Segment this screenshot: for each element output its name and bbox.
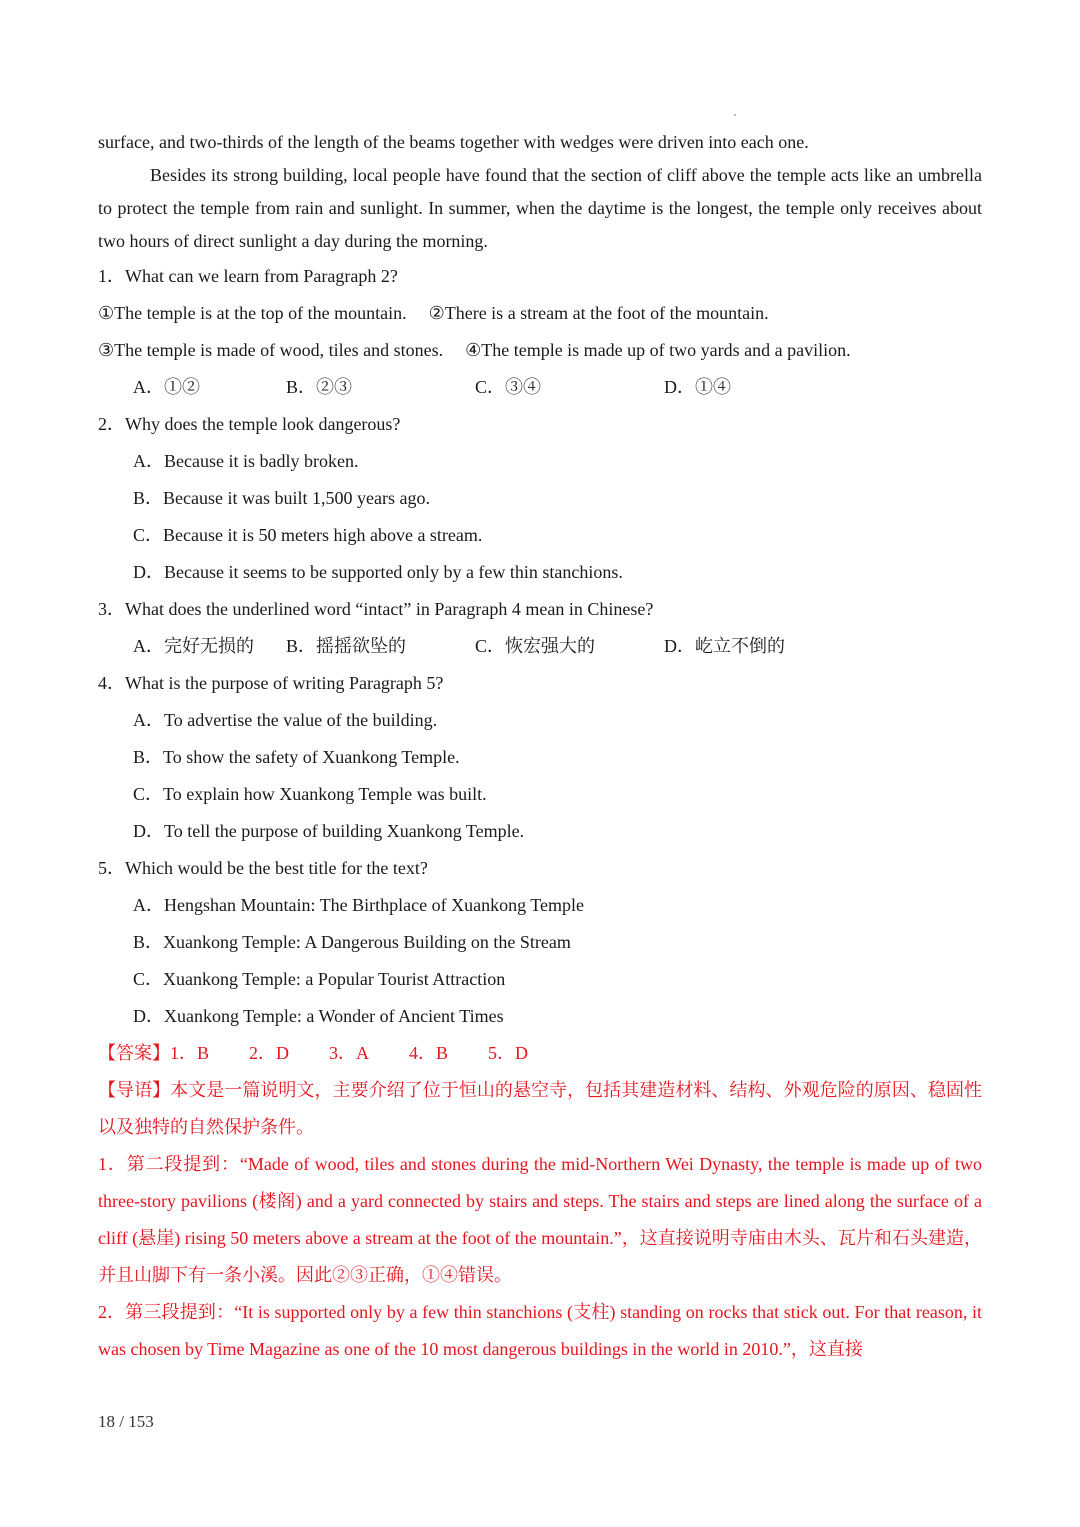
q4-option-d: D．To tell the purpose of building Xuankong Temple. <box>133 821 525 841</box>
answer-4: 4．B <box>409 1043 449 1063</box>
question-1-statements-row-1 <box>98 295 982 332</box>
answer-3: 3．A <box>329 1043 370 1063</box>
passage-continued-line: surface, and two-thirds of the length of the beams together with wedges were driven into each one. <box>98 132 809 152</box>
question-3-options <box>98 628 982 665</box>
q5-option-a: A．Hengshan Mountain: The Birthplace of Xuankong Temple <box>133 895 584 915</box>
statement-3: ③The temple is made of wood, tiles and stones. <box>98 340 444 360</box>
q2-option-d: D．Because it seems to be supported only by a few thin stanchions. <box>133 562 623 582</box>
answer-2: 2．D <box>249 1043 290 1063</box>
q5-option-b: B．Xuankong Temple: A Dangerous Building on the Stream <box>133 932 571 952</box>
page-number: 18 / 153 <box>98 1412 154 1431</box>
question-2-stem: 2．Why does the temple look dangerous? <box>98 414 401 434</box>
q1-option-c: C．③④ <box>475 377 542 397</box>
statement-1: ①The temple is at the top of the mountain. <box>98 303 407 323</box>
q2-option-a: A．Because it is badly broken. <box>133 451 359 471</box>
q3-option-d: D．屹立不倒的 <box>664 636 785 656</box>
q1-option-a: A．①② <box>133 377 200 397</box>
explanation-1: 1．第二段提到：“Made of wood, tiles and stones during the mid-Northern Wei Dynasty, the temple is made up of two three-story pavilions (楼阁) and a yard connected by stairs and steps. The stairs and steps are lined along the surface of a cliff (悬崖) rising 50 meters above a stream at the foot of the mountain.”，这直接说明寺庙由木头、瓦片和石头建造，并且山脚下有一条小溪。因此②③正确，①④错误。 <box>98 1154 982 1285</box>
answer-5: 5．D <box>488 1043 529 1063</box>
q3-option-a: A．完好无损的 <box>133 636 254 656</box>
passage-paragraph-6: Besides its strong building, local people have found that the section of cliff above the temple acts like an umbrella to protect the temple from rain and sunlight. In summer, when the daytime is the longest, the temple only receives about two hours of direct sunlight a day during the morning. <box>98 165 982 251</box>
answer-1: 1．B <box>170 1043 210 1063</box>
q5-option-c: C．Xuankong Temple: a Popular Tourist Attraction <box>133 969 506 989</box>
scan-dot <box>734 114 736 116</box>
answer-key <box>98 1035 982 1072</box>
q1-option-d: D．①④ <box>664 377 731 397</box>
document-page <box>98 126 982 1368</box>
guide-text: 本文是一篇说明文，主要介绍了位于恒山的悬空寺，包括其建造材料、结构、外观危险的原因、稳固性以及独特的自然保护条件。 <box>98 1080 983 1137</box>
q4-option-a: A．To advertise the value of the building. <box>133 710 438 730</box>
q3-option-b: B．摇摇欲坠的 <box>286 636 407 656</box>
q5-option-d: D．Xuankong Temple: a Wonder of Ancient Times <box>133 1006 504 1026</box>
question-5-stem: 5．Which would be the best title for the text? <box>98 858 428 878</box>
statement-2: ②There is a stream at the foot of the mountain. <box>428 303 769 323</box>
question-1-options <box>98 369 982 406</box>
question-3-stem: 3．What does the underlined word “intact” in Paragraph 4 mean in Chinese? <box>98 599 654 619</box>
answer-label: 【答案】 <box>98 1043 170 1063</box>
explanation-2: 2．第三段提到：“It is supported only by a few thin stanchions (支柱) standing on rocks that stick out. For that reason, it was chosen by Time Magazine as one of the 10 most dangerous buildings in the world in 2010.”，这直接 <box>98 1302 982 1359</box>
q4-option-b: B．To show the safety of Xuankong Temple. <box>133 747 460 767</box>
q3-option-c: C．恢宏强大的 <box>475 636 596 656</box>
guide-paragraph <box>98 1072 982 1146</box>
q1-option-b: B．②③ <box>286 377 353 397</box>
question-1-stem: 1．What can we learn from Paragraph 2? <box>98 266 398 286</box>
guide-label: 【导语】 <box>98 1080 171 1100</box>
q2-option-c: C．Because it is 50 meters high above a stream. <box>133 525 483 545</box>
question-4-stem: 4．What is the purpose of writing Paragraph 5? <box>98 673 444 693</box>
statement-4: ④The temple is made up of two yards and a pavilion. <box>465 340 851 360</box>
q2-option-b: B．Because it was built 1,500 years ago. <box>133 488 430 508</box>
q4-option-c: C．To explain how Xuankong Temple was built. <box>133 784 487 804</box>
question-1-statements-row-2 <box>98 332 982 369</box>
